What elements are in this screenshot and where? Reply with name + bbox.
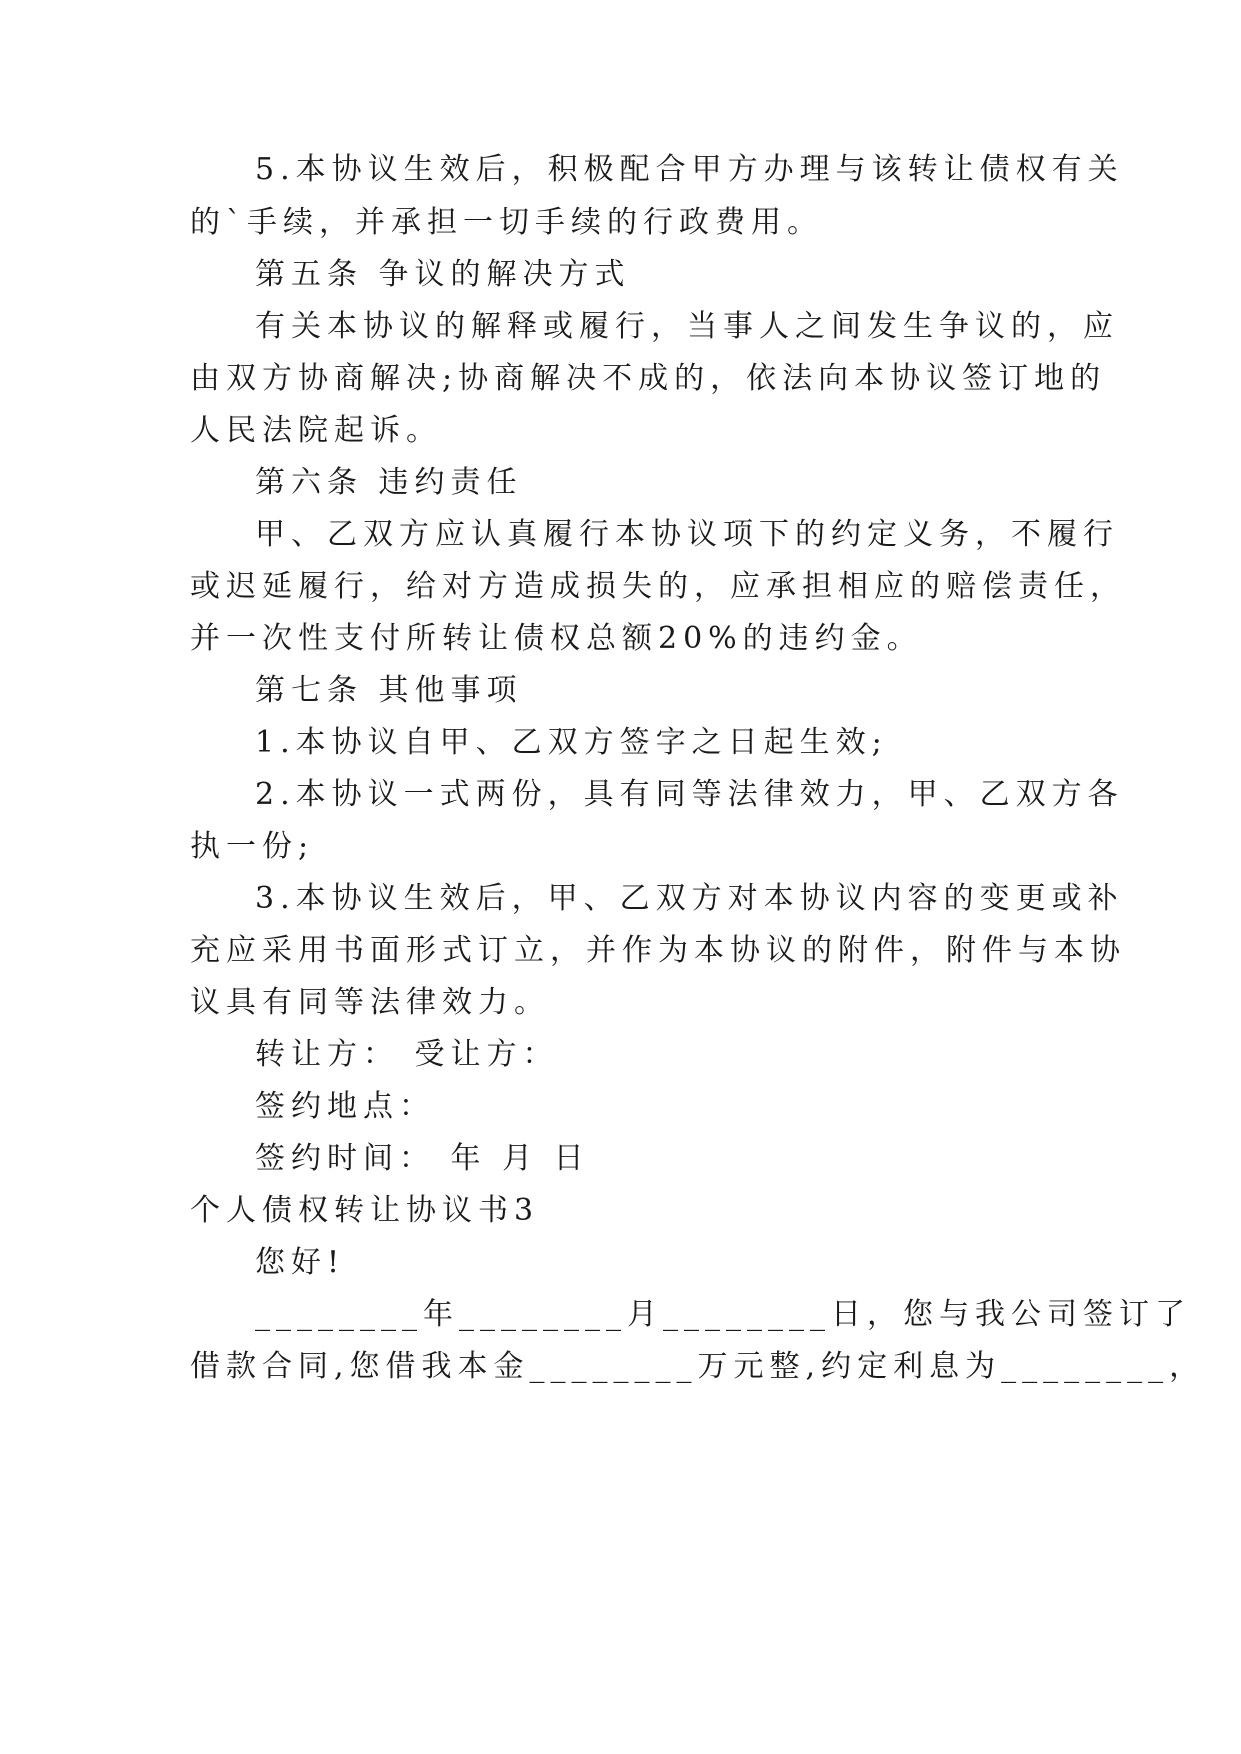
signature-field: 签约时间： 年 月 日 [255,1141,590,1176]
document-title: 个人债权转让协议书3 [190,1193,540,1228]
paragraph-line: 人民法院起诉。 [190,413,442,448]
list-item: 2.本协议一式两份，具有同等法律效力，甲、乙双方各 [255,777,1124,812]
paragraph-line: ________年________月________日，您与我公司签订了 [255,1297,1191,1332]
list-item: 3.本协议生效后，甲、乙双方对本协议内容的变更或补 [255,881,1124,916]
paragraph-line: 5.本协议生效后，积极配合甲方办理与该转让债权有关 [255,152,1124,187]
paragraph-line: 充应采用书面形式订立，并作为本协议的附件，附件与本协 [190,933,1126,968]
paragraph-line: 执一份; [190,829,315,864]
greeting: 您好! [255,1245,346,1280]
paragraph-line: 议具有同等法律效力。 [190,985,550,1020]
signature-field: 转让方： 受让方： [255,1037,559,1072]
paragraph-line: 甲、乙双方应认真履行本协议项下的约定义务，不履行 [255,517,1119,552]
section-heading: 第五条 争议的解决方式 [255,257,631,292]
paragraph-line: 借款合同,您借我本金________万元整,约定利息为________， [190,1349,1206,1384]
section-heading: 第六条 违约责任 [255,465,523,500]
signature-field: 签约地点： [255,1089,435,1124]
paragraph-line: 的`手续，并承担一切手续的行政费用。 [190,205,823,240]
paragraph-line: 由双方协商解决;协商解决不成的，依法向本协议签订地的 [190,361,1107,396]
paragraph-line: 有关本协议的解释或履行，当事人之间发生争议的，应 [255,309,1119,344]
paragraph-line: 或迟延履行，给对方造成损失的，应承担相应的赔偿责任， [190,569,1126,604]
paragraph-line: 并一次性支付所转让债权总额20%的违约金。 [190,621,923,656]
list-item: 1.本协议自甲、乙双方签字之日起生效; [255,725,888,760]
section-heading: 第七条 其他事项 [255,673,523,708]
